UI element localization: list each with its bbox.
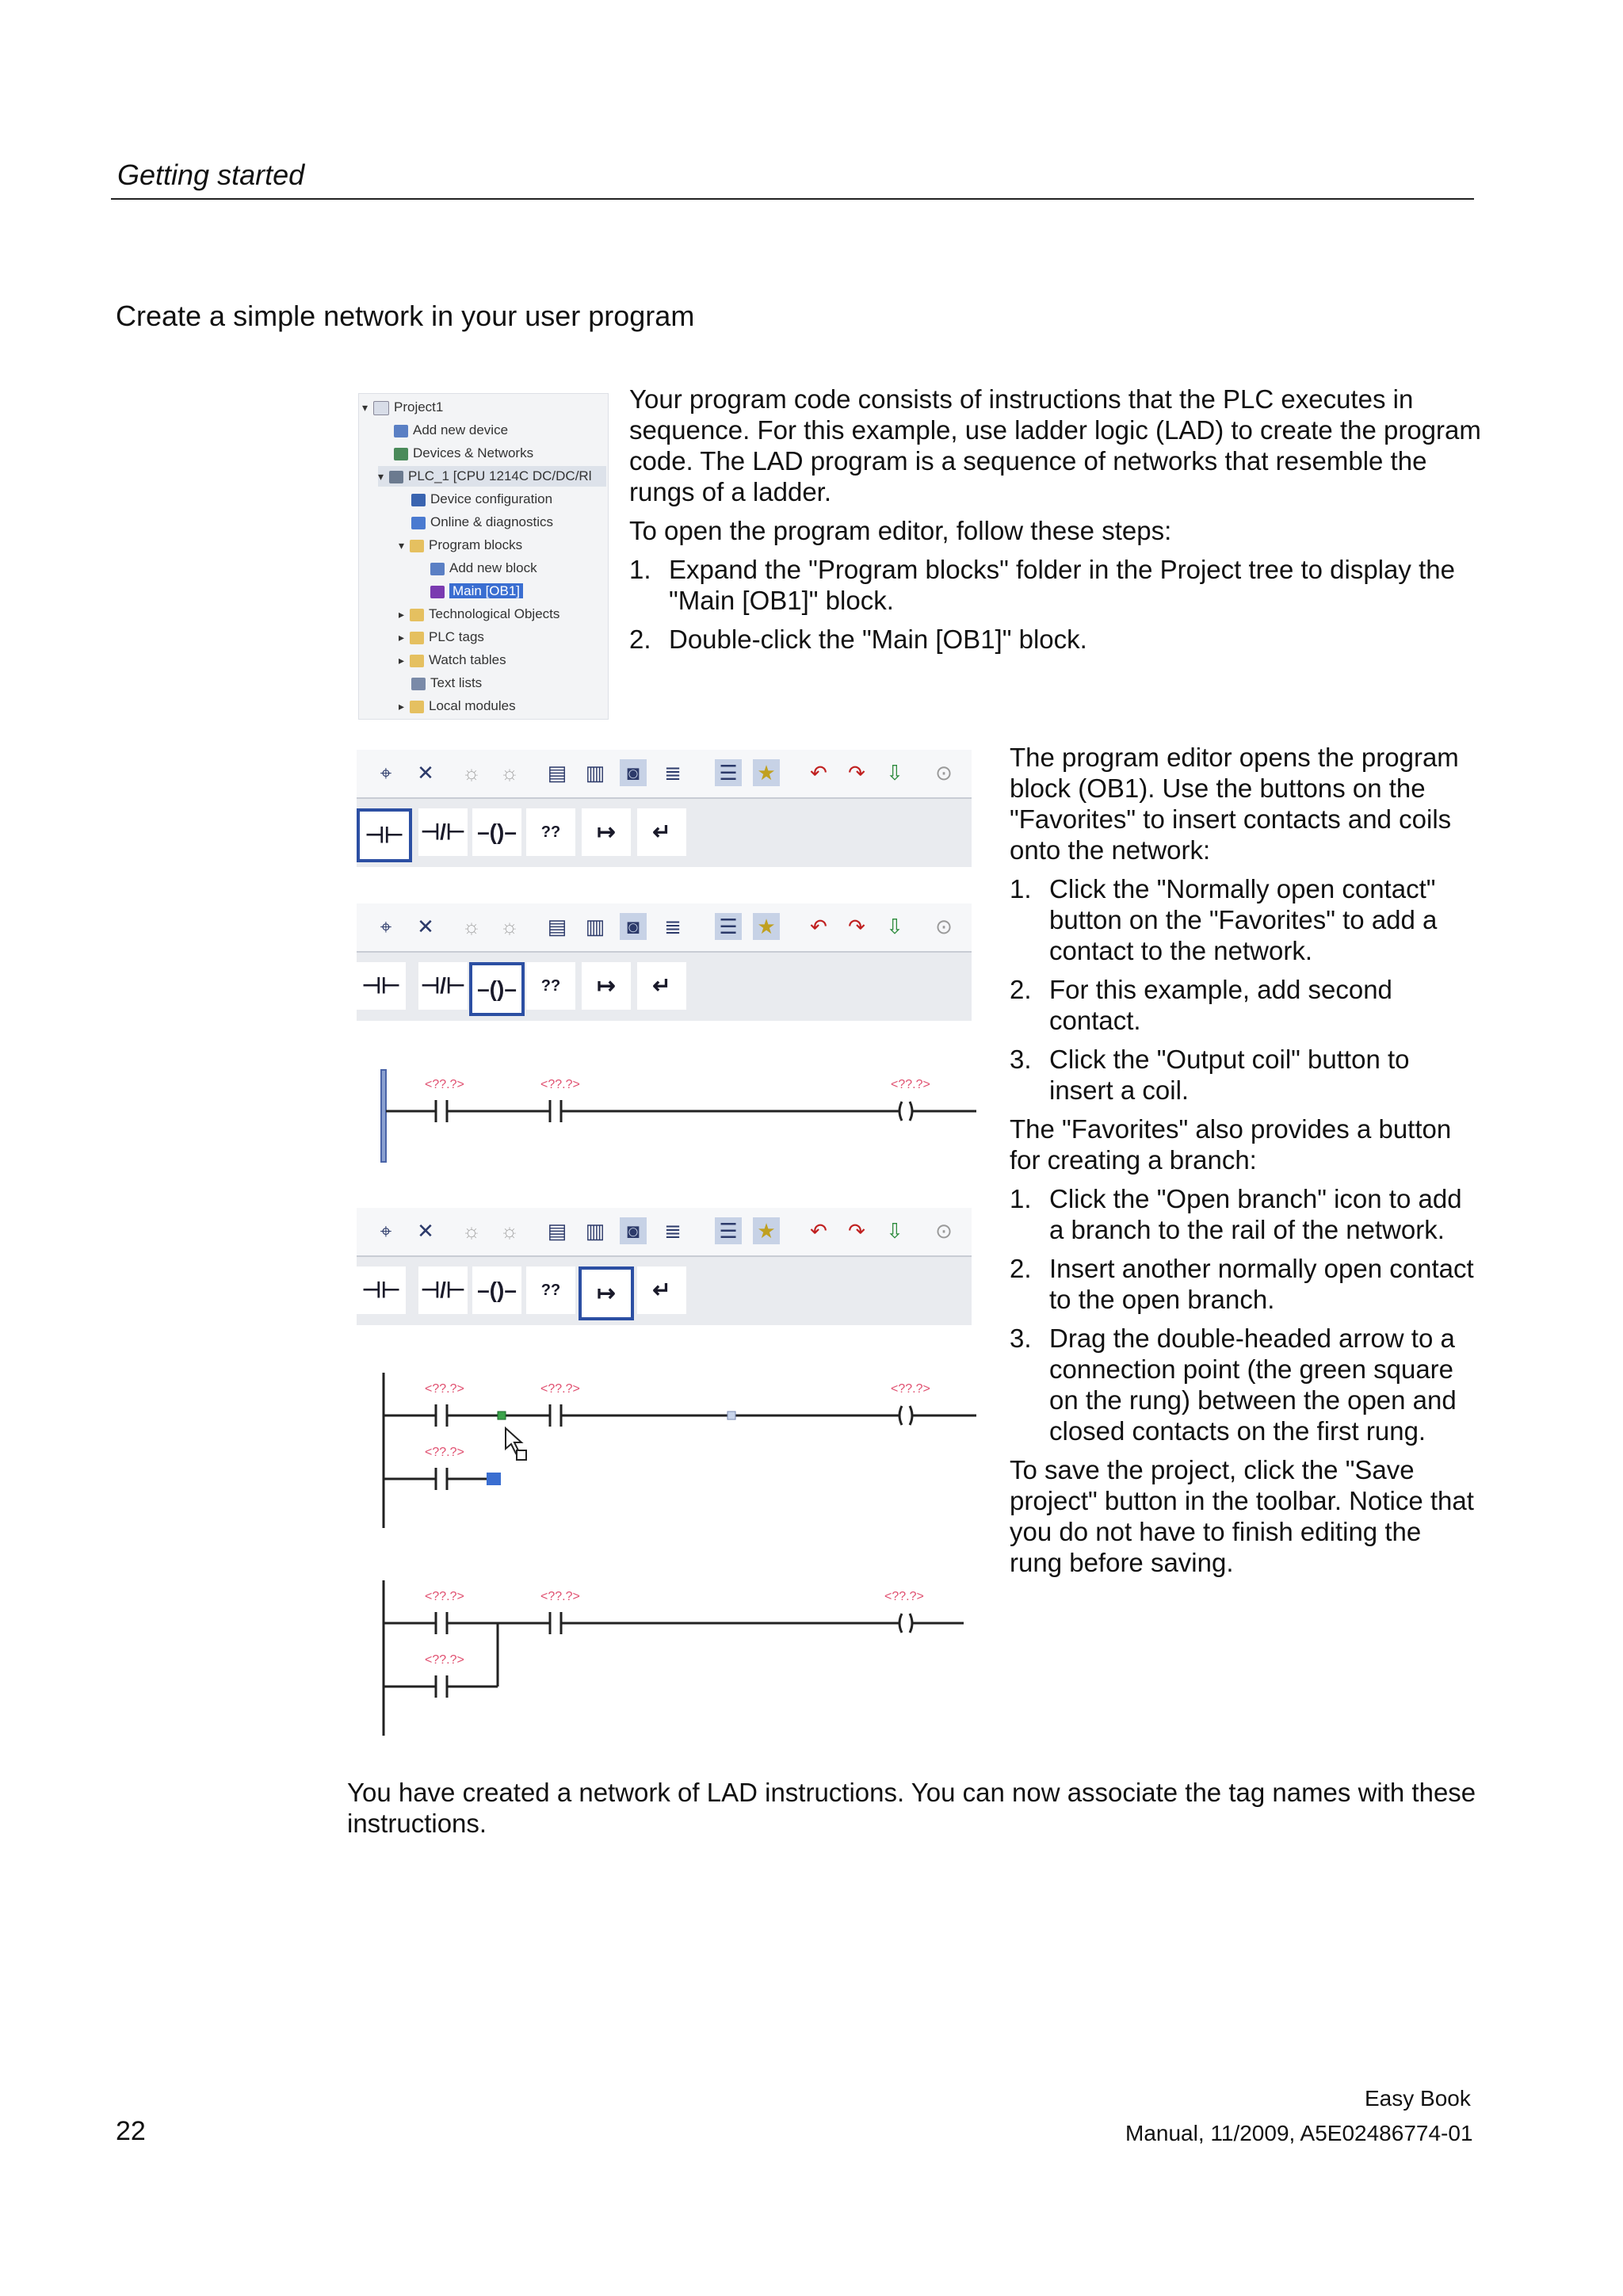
tree-item-text-lists[interactable]: Text lists	[411, 673, 482, 693]
tree-item-plc-tags[interactable]: ▸ PLC tags	[399, 629, 484, 644]
open-networks-icon[interactable]: ▤	[547, 761, 567, 785]
download-icon[interactable]: ⇩	[886, 761, 903, 785]
list-item: 2. Insert another normally open contact to the open branch.	[1010, 1254, 1474, 1314]
close-networks-icon[interactable]: ▥	[585, 915, 605, 938]
tree-item-online-diag[interactable]: Online & diagnostics	[411, 512, 553, 533]
insert-network-icon[interactable]: ⌖	[380, 1219, 392, 1243]
toolbar-icons	[357, 750, 972, 799]
absolute-address-icon[interactable]: ☰	[715, 913, 742, 940]
editor-toolbar-3	[357, 1208, 972, 1327]
normally-closed-contact-button[interactable]: ⊣/⊢	[418, 962, 468, 1010]
list-item: 1. Click the "Normally open contact" button on the "Favorites" to add a contact to the network.	[1010, 874, 1438, 965]
empty-box-button[interactable]: ??	[526, 808, 575, 856]
delete-network-icon[interactable]: ✕	[417, 915, 434, 938]
list-item: 3. Click the "Output coil" button to insert a coil.	[1010, 1045, 1410, 1105]
go-to-error-next-icon[interactable]: ↷	[848, 915, 865, 938]
tag-info-icon[interactable]: ≣	[664, 1219, 682, 1243]
comments-icon[interactable]: ◙	[620, 913, 647, 940]
intro-paragraph: Your program code consists of instructions that the PLC executes in sequence. For this example, use ladder logic (LAD) to create the program code. The LAD program is a sequence of networks that resemble the rungs of a ladder.	[629, 384, 1481, 506]
intro-steps-lead: To open the program editor, follow these steps:	[629, 516, 1172, 545]
ladder-network-1	[377, 1067, 976, 1165]
contact-tag[interactable]: <??.?>	[425, 1078, 464, 1091]
favorites-icon[interactable]: ★	[753, 759, 780, 786]
ladder-network-2	[377, 1371, 976, 1530]
contact-tag[interactable]: <??.?>	[425, 1590, 464, 1603]
empty-box-button[interactable]: ??	[526, 962, 575, 1010]
normally-open-contact-button[interactable]: ⊣⊢	[357, 962, 406, 1010]
normally-closed-contact-button[interactable]: ⊣/⊢	[418, 1266, 468, 1314]
open-branch-button[interactable]: ↦	[579, 1266, 634, 1320]
project-tree	[358, 393, 609, 720]
normally-open-contact-button[interactable]: ⊣⊢	[357, 1266, 406, 1314]
contact-tag[interactable]: <??.?>	[540, 1382, 580, 1396]
tree-item-project[interactable]: ▾ Project1	[362, 399, 444, 415]
tag-info-icon[interactable]: ≣	[664, 915, 682, 938]
output-coil-button[interactable]: –()–	[472, 808, 521, 856]
intro-steps	[629, 554, 1485, 655]
append-row-icon[interactable]: ☼	[500, 761, 519, 785]
toolbar-icons	[357, 904, 972, 953]
go-to-error-prev-icon[interactable]: ↶	[810, 761, 827, 785]
editor-toolbar-1	[357, 750, 972, 869]
monitor-icon[interactable]: ⊙	[935, 915, 953, 938]
conclusion: You have created a network of LAD instructions. You can now associate the tag names with these instructions.	[347, 1778, 1476, 1838]
tree-item-add-block[interactable]: Add new block	[430, 558, 537, 579]
go-to-error-next-icon[interactable]: ↷	[848, 1219, 865, 1243]
list-item: 2. Double-click the "Main [OB1]" block.	[629, 625, 1087, 654]
tree-item-local-modules[interactable]: ▸ Local modules	[399, 698, 516, 713]
delete-network-icon[interactable]: ✕	[417, 761, 434, 785]
go-to-error-prev-icon[interactable]: ↶	[810, 915, 827, 938]
close-networks-icon[interactable]: ▥	[585, 1219, 605, 1243]
open-branch-button[interactable]: ↦	[582, 962, 631, 1010]
insert-network-icon[interactable]: ⌖	[380, 761, 392, 785]
output-coil-button[interactable]: –()–	[472, 1266, 521, 1314]
close-branch-button[interactable]: ↵	[637, 962, 686, 1010]
list-item: 1. Click the "Open branch" icon to add a branch to the rail of the network.	[1010, 1184, 1462, 1244]
output-coil-button[interactable]: –()–	[469, 962, 525, 1016]
coil-tag[interactable]: <??.?>	[891, 1078, 930, 1091]
go-to-error-next-icon[interactable]: ↷	[848, 761, 865, 785]
ladder-diagram	[377, 1371, 976, 1530]
absolute-address-icon[interactable]: ☰	[715, 759, 742, 786]
toolbar-icons	[357, 1208, 972, 1257]
append-row-icon[interactable]: ☼	[500, 915, 519, 938]
ladder-network-3	[377, 1579, 976, 1737]
footer-book: Easy Book	[1365, 2086, 1471, 2111]
delete-network-icon[interactable]: ✕	[417, 1219, 434, 1243]
insert-row-icon[interactable]: ☼	[462, 761, 481, 785]
editor-instructions	[1010, 742, 1477, 1578]
monitor-icon[interactable]: ⊙	[935, 761, 953, 785]
close-networks-icon[interactable]: ▥	[585, 761, 605, 785]
list-item: 1. Expand the "Program blocks" folder in the Project tree to display the "Main [OB1]" block.	[629, 555, 1455, 615]
insert-network-icon[interactable]: ⌖	[380, 915, 392, 938]
tree-item-program-blocks[interactable]: ▾ Program blocks	[399, 537, 523, 552]
normally-open-contact-button[interactable]: ⊣⊢	[357, 808, 412, 862]
ladder-diagram	[377, 1067, 976, 1165]
page-number: 22	[116, 2116, 146, 2146]
favorites-icon[interactable]: ★	[753, 913, 780, 940]
comments-icon[interactable]: ◙	[620, 759, 647, 786]
tree-item-plc[interactable]: ▾ PLC_1 [CPU 1214C DC/DC/Rl	[378, 466, 606, 487]
editor-toolbar-2	[357, 904, 972, 1022]
section-heading: Create a simple network in your user program	[116, 300, 695, 332]
coil-tag[interactable]: <??.?>	[891, 1382, 930, 1396]
tree-item-devices-networks[interactable]: Devices & Networks	[394, 443, 533, 464]
header-rule	[111, 198, 1474, 200]
download-icon[interactable]: ⇩	[886, 915, 903, 938]
close-branch-button[interactable]: ↵	[637, 808, 686, 856]
go-to-error-prev-icon[interactable]: ↶	[810, 1219, 827, 1243]
editor-intro: The program editor opens the program block (OB1). Use the buttons on the "Favorites" to insert contacts and coils onto the network:	[1010, 743, 1459, 865]
insert-row-icon[interactable]: ☼	[462, 1219, 481, 1243]
intro-block	[629, 384, 1485, 655]
contact-tag[interactable]: <??.?>	[540, 1078, 580, 1091]
branch-contact-tag[interactable]: <??.?>	[425, 1446, 464, 1459]
tag-info-icon[interactable]: ≣	[664, 761, 682, 785]
empty-box-button[interactable]: ??	[526, 1266, 575, 1314]
coil-tag[interactable]: <??.?>	[884, 1590, 924, 1603]
open-networks-icon[interactable]: ▤	[547, 1219, 567, 1243]
open-networks-icon[interactable]: ▤	[547, 915, 567, 938]
monitor-icon[interactable]: ⊙	[935, 1219, 953, 1243]
append-row-icon[interactable]: ☼	[500, 1219, 519, 1243]
contact-tag[interactable]: <??.?>	[425, 1382, 464, 1396]
list-item: 3. Drag the double-headed arrow to a connection point (the green square on the rung) between the open and closed contacts on the first rung.	[1010, 1324, 1457, 1446]
tree-item-watch-tables[interactable]: ▸ Watch tables	[399, 652, 506, 667]
tree-item-add-device[interactable]: Add new device	[394, 420, 508, 441]
open-branch-button[interactable]: ↦	[582, 808, 631, 856]
branch-intro: The "Favorites" also provides a button for creating a branch:	[1010, 1114, 1452, 1175]
absolute-address-icon[interactable]: ☰	[715, 1217, 742, 1244]
tree-item-device-config[interactable]: Device configuration	[411, 489, 552, 510]
contact-tag[interactable]: <??.?>	[540, 1590, 580, 1603]
insert-row-icon[interactable]: ☼	[462, 915, 481, 938]
branch-steps	[1010, 1183, 1477, 1446]
running-header: Getting started	[117, 159, 305, 191]
comments-icon[interactable]: ◙	[620, 1217, 647, 1244]
branch-contact-tag[interactable]: <??.?>	[425, 1653, 464, 1667]
favorites-icon[interactable]: ★	[753, 1217, 780, 1244]
close-branch-button[interactable]: ↵	[637, 1266, 686, 1314]
list-item: 2. For this example, add second contact.	[1010, 975, 1392, 1035]
footer-manual: Manual, 11/2009, A5E02486774-01	[1125, 2121, 1473, 2145]
normally-closed-contact-button[interactable]: ⊣/⊢	[418, 808, 468, 856]
contact-steps	[1010, 873, 1477, 1106]
tree-item-main-ob1[interactable]: Main [OB1]	[430, 581, 523, 602]
tree-item-tech-objects[interactable]: ▸ Technological Objects	[399, 606, 560, 621]
download-icon[interactable]: ⇩	[886, 1219, 903, 1243]
save-note: To save the project, click the "Save project" button in the toolbar. Notice that you do not have to finish editing the rung before saving.	[1010, 1455, 1474, 1577]
